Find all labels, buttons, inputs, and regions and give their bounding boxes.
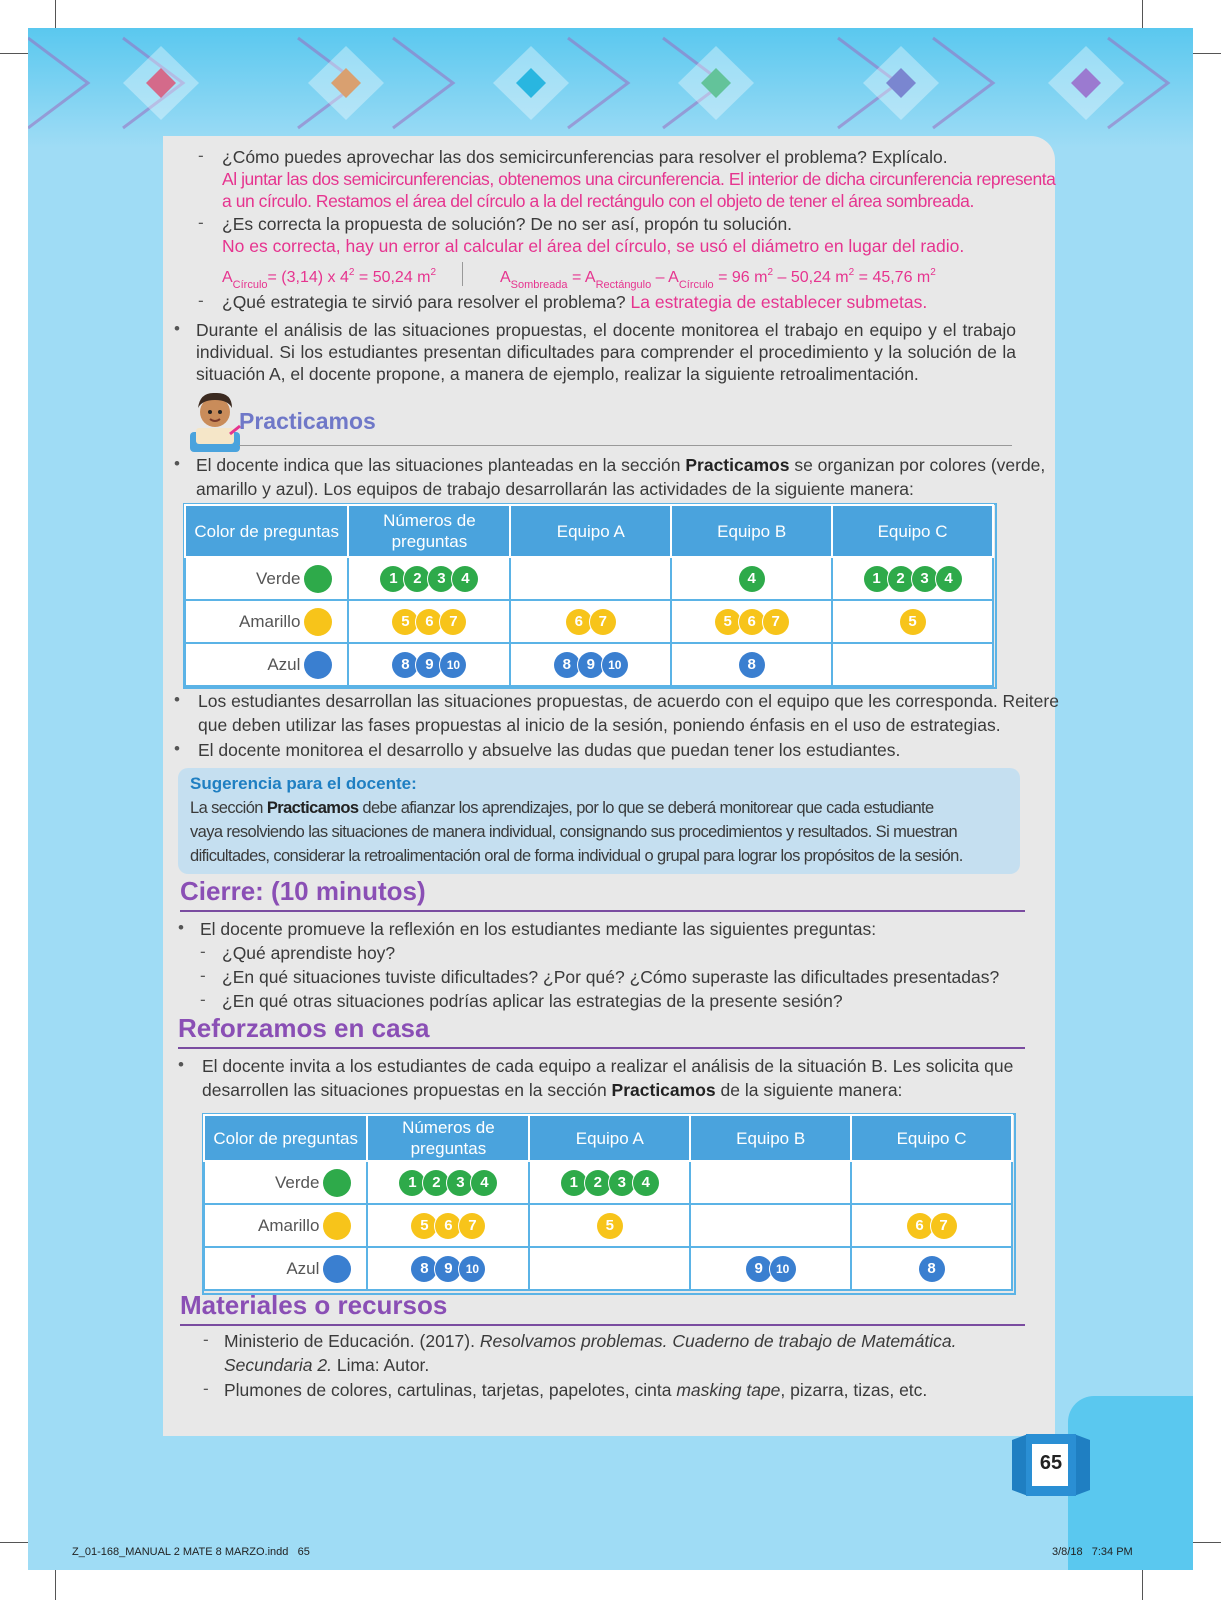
table-row [204, 1204, 1012, 1247]
section-rule [239, 445, 1012, 446]
table-header: Color de preguntas [204, 1115, 367, 1161]
practicamos-heading: Practicamos [239, 408, 376, 434]
color-label: Amarillo [239, 611, 301, 631]
question-number-badge: 5 [411, 1213, 437, 1239]
assignment-cell [690, 1204, 851, 1247]
formula-shaded-area: $A_{Sombreada} = A_{Rectángulo} - A_{Círculo} = 96$ $m^2 - 50,24$ $m^2 = 45,76$ $m^2$ [500, 267, 936, 291]
question-number-badge: 6 [435, 1213, 461, 1239]
assignment-cell [529, 1204, 690, 1247]
bullet: • [174, 690, 180, 709]
question-number-badge: 5 [715, 609, 741, 635]
color-swatch [323, 1169, 351, 1197]
footer-file: Z_01-168_MANUAL 2 MATE 8 MARZO.indd 65 [72, 1546, 310, 1558]
bullet: • [174, 319, 180, 338]
section-rule [178, 1047, 1025, 1049]
assignment-cell [510, 600, 671, 643]
question-number-badge: 6 [416, 609, 442, 635]
question-number-badge: 7 [590, 609, 616, 635]
teams-table [184, 504, 994, 687]
assignment-cell [690, 1247, 851, 1290]
question-number-badge: 6 [739, 609, 765, 635]
question-number-badge: 3 [428, 566, 454, 592]
question-number-badge: 8 [919, 1256, 945, 1282]
color-label: Verde [255, 568, 301, 588]
question-number-badge: 2 [888, 566, 914, 592]
question-number-badge: 9 [416, 652, 442, 678]
section-rule [180, 910, 1025, 912]
question-number-badge: 5 [392, 609, 418, 635]
question-number-badge: 3 [912, 566, 938, 592]
question-number-badge: 7 [931, 1213, 957, 1239]
assignment-cell [367, 1161, 529, 1204]
question-number-badge: 4 [936, 566, 962, 592]
paragraph-line: situación A, el docente propone, a manera de ejemplo, realizar la siguiente retroalimentación. [196, 364, 919, 384]
assignment-cell [529, 1161, 690, 1204]
paragraph-line: amarillo y azul). Los equipos de trabajo desarrollarán las actividades de la siguiente manera: [196, 479, 914, 499]
answer-text: a un círculo. Restamos el área del círculo a la del rectángulo con el objeto de tener el área sombreada. [222, 191, 974, 211]
question-number-badge: 6 [907, 1213, 933, 1239]
color-cell [204, 1204, 367, 1247]
suggestion-line: vaya resolviendo las situaciones de manera individual, consignando sus procedimientos y resultados. Si muestran [190, 823, 958, 841]
formula-circle-area: $A_{Círculo}= (3,14)$ x $4^2 = 50,24$ $m^2$ [222, 267, 437, 291]
question-text: ¿En qué situaciones tuviste dificultades? ¿Por qué? ¿Cómo superaste las dificultades presentadas? [222, 967, 1000, 987]
question-number-badge: 10 [770, 1256, 796, 1282]
color-swatch [304, 651, 332, 679]
table-header: Color de preguntas [185, 505, 348, 557]
crop-mark [1193, 53, 1221, 54]
dash: - [203, 1379, 209, 1398]
homework-table [203, 1114, 1013, 1291]
question-number-badge: 10 [602, 652, 628, 678]
reforzamos-heading: Reforzamos en casa [178, 1013, 430, 1043]
question-number-badge: 7 [459, 1213, 485, 1239]
table-header: Equipo C [851, 1115, 1012, 1161]
question-number-badge: 9 [746, 1256, 772, 1282]
question-number-badge: 7 [763, 609, 789, 635]
assignment-cell [348, 600, 510, 643]
dash: - [200, 942, 206, 961]
color-cell [204, 1161, 367, 1204]
table-header: Equipo B [671, 505, 832, 557]
question-number-badge: 8 [739, 652, 765, 678]
paragraph-line: desarrollen las situaciones propuestas en la sección Practicamos de la siguiente manera: [202, 1080, 903, 1100]
paragraph-line: que deben utilizar las fases propuestas al inicio de la sesión, poniendo énfasis en el uso de estrategias. [198, 715, 1001, 735]
footer-date: 3/8/18 7:34 PM [1052, 1546, 1133, 1558]
question-number-badge: 8 [392, 652, 418, 678]
assignment-cell [832, 600, 993, 643]
materials-line: Plumones de colores, cartulinas, tarjetas, papelotes, cinta masking tape, pizarra, tizas, etc. [224, 1380, 928, 1400]
question-number-badge: 8 [554, 652, 580, 678]
color-label: Verde [274, 1172, 320, 1192]
materiales-heading: Materiales o recursos [180, 1290, 448, 1320]
crop-mark [0, 53, 28, 54]
color-label: Azul [267, 654, 301, 674]
dash: - [200, 966, 206, 985]
question-number-badge: 3 [609, 1170, 635, 1196]
assignment-cell [529, 1247, 690, 1290]
assignment-cell [851, 1204, 1012, 1247]
formula-divider [462, 262, 463, 286]
color-swatch [304, 608, 332, 636]
dash: - [198, 291, 204, 310]
decorative-banner [28, 28, 1193, 148]
cierre-heading: Cierre: (10 minutos) [180, 876, 426, 906]
suggestion-line: dificultades, considerar la retroalimentación oral de forma individual o grupal para lograr los propósitos de la sesión. [190, 847, 963, 865]
assignment-cell [851, 1161, 1012, 1204]
table-header: Equipo B [690, 1115, 851, 1161]
question-number-badge: 5 [900, 609, 926, 635]
paragraph-line: El docente indica que las situaciones planteadas en la sección Practicamos se organizan por colores (verde, [196, 455, 1046, 475]
question-number-badge: 5 [597, 1213, 623, 1239]
color-label: Azul [286, 1258, 320, 1278]
dash: - [198, 146, 204, 165]
question-number-badge: 9 [435, 1256, 461, 1282]
suggestion-line: La sección Practicamos debe afianzar los aprendizajes, por lo que se deberá monitorear que cada estudiante [190, 799, 934, 817]
question-number-badge: 4 [471, 1170, 497, 1196]
assignment-cell [671, 557, 832, 600]
question-number-badge: 4 [739, 566, 765, 592]
assignment-cell [832, 557, 993, 600]
table-row [204, 1161, 1012, 1204]
table-header: Equipo C [832, 505, 993, 557]
crop-mark [1142, 1570, 1143, 1600]
question-number-badge: 8 [411, 1256, 437, 1282]
table-row [185, 643, 993, 686]
question-number-badge: 4 [452, 566, 478, 592]
crop-mark [55, 1570, 56, 1600]
assignment-cell [690, 1161, 851, 1204]
question-text: ¿Qué aprendiste hoy? [222, 943, 396, 963]
question-number-badge: 2 [404, 566, 430, 592]
question-text: ¿En qué otras situaciones podrías aplicar las estrategias de la presente sesión? [222, 991, 843, 1011]
reference-line: Secundaria 2. Lima: Autor. [224, 1355, 430, 1375]
dash: - [200, 990, 206, 1009]
question-text: ¿Qué estrategia te sirvió para resolver el problema? La estrategia de establecer submetas. [222, 292, 928, 312]
question-number-badge: 7 [440, 609, 466, 635]
color-cell [185, 643, 348, 686]
assignment-cell [367, 1247, 529, 1290]
question-text: ¿Cómo puedes aprovechar las dos semicircunferencias para resolver el problema? Explícalo. [222, 147, 948, 167]
bullet: • [178, 918, 184, 937]
question-number-badge: 1 [380, 566, 406, 592]
crop-mark [0, 1542, 28, 1543]
table-header: Números de preguntas [348, 505, 510, 557]
color-swatch [323, 1212, 351, 1240]
assignment-cell [851, 1247, 1012, 1290]
paragraph-line: individual. Si los estudiantes presentan dificultades para comprender el procedimiento y la solución de la [196, 342, 1016, 362]
table-row [185, 557, 993, 600]
question-number-badge: 3 [447, 1170, 473, 1196]
table-header: Equipo A [529, 1115, 690, 1161]
table-row [185, 600, 993, 643]
assignment-cell [832, 643, 993, 686]
student-illustration [186, 388, 244, 454]
paragraph-line: El docente monitorea el desarrollo y absuelve las dudas que puedan tener los estudiantes. [198, 740, 901, 760]
bullet: • [174, 739, 180, 758]
question-number-badge: 4 [633, 1170, 659, 1196]
assignment-cell [348, 557, 510, 600]
crop-mark [1193, 1542, 1221, 1543]
question-number-badge: 9 [578, 652, 604, 678]
question-number-badge: 6 [566, 609, 592, 635]
assignment-cell [671, 600, 832, 643]
table-header: Números de preguntas [367, 1115, 529, 1161]
question-number-badge: 2 [423, 1170, 449, 1196]
color-swatch [304, 565, 332, 593]
bullet: • [174, 454, 180, 473]
paragraph-line: El docente invita a los estudiantes de cada equipo a realizar el análisis de la situación B. Les solicita que [202, 1056, 1014, 1076]
assignment-cell [671, 643, 832, 686]
color-swatch [323, 1255, 351, 1283]
color-label: Amarillo [258, 1215, 320, 1235]
color-cell [185, 600, 348, 643]
assignment-cell [510, 643, 671, 686]
dash: - [203, 1330, 209, 1349]
page-number: 65 [1039, 1452, 1063, 1474]
section-rule [180, 1324, 1025, 1326]
question-number-badge: 1 [864, 566, 890, 592]
question-number-badge: 10 [440, 652, 466, 678]
paragraph-line: Durante el análisis de las situaciones propuestas, el docente monitorea el trabajo en equipo y el trabajo [196, 320, 1016, 340]
paragraph-line: El docente promueve la reflexión en los estudiantes mediante las siguientes preguntas: [200, 919, 877, 939]
table-row [204, 1247, 1012, 1290]
suggestion-title: Sugerencia para el docente: [190, 774, 417, 793]
table-header: Equipo A [510, 505, 671, 557]
answer-text: No es correcta, hay un error al calcular el área del círculo, se usó el diámetro en lugar del radio. [222, 236, 965, 256]
question-number-badge: 10 [459, 1256, 485, 1282]
crop-mark [1142, 0, 1143, 28]
assignment-cell [510, 557, 671, 600]
assignment-cell [348, 643, 510, 686]
dash: - [198, 213, 204, 232]
bullet: • [178, 1055, 184, 1074]
color-cell [185, 557, 348, 600]
assignment-cell [367, 1204, 529, 1247]
question-text: ¿Es correcta la propuesta de solución? De no ser así, propón tu solución. [222, 214, 793, 234]
paragraph-line: Los estudiantes desarrollan las situaciones propuestas, de acuerdo con el equipo que les corresponda. Reitere [198, 691, 1059, 711]
reference-line: Ministerio de Educación. (2017). Resolvamos problemas. Cuaderno de trabajo de Matemática. [224, 1331, 957, 1351]
question-number-badge: 2 [585, 1170, 611, 1196]
crop-mark [55, 0, 56, 28]
question-number-badge: 1 [399, 1170, 425, 1196]
question-number-badge: 1 [561, 1170, 587, 1196]
color-cell [204, 1247, 367, 1290]
answer-text: Al juntar las dos semicircunferencias, obtenemos una circunferencia. El interior de dicha circunferencia representa [222, 169, 1056, 189]
